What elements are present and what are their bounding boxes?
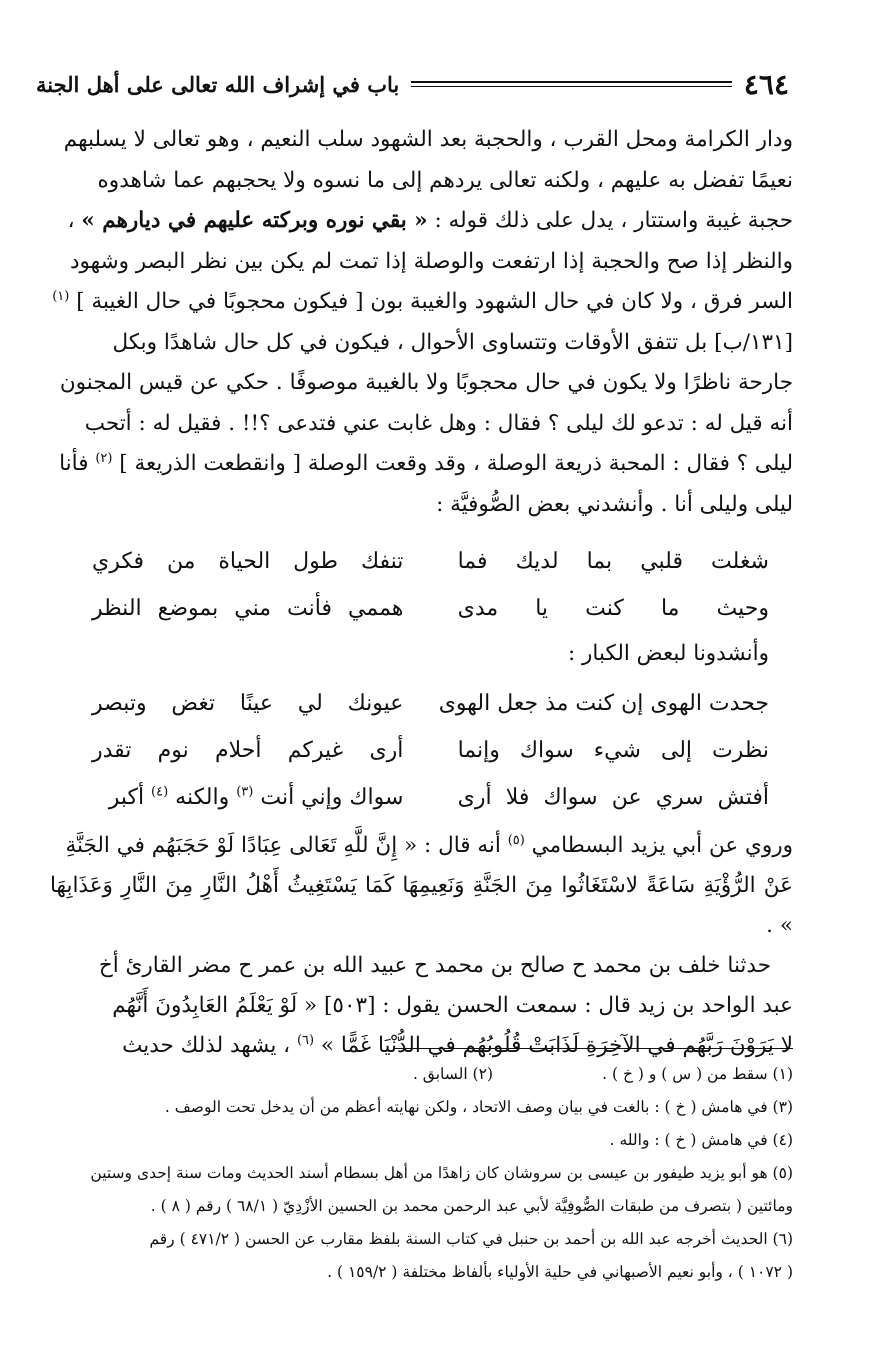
text-line: حدثنا خلف بن محمد ح صالح بن محمد ح عبيد الله بن عمر ح مضر القارئ أخ [98,953,771,978]
hemistich-second: أرى غيركم أحلام نوم تقدر [92,738,404,763]
footnote: (١) سقط من ( س ) و ( خ ) . [602,1065,793,1083]
footnote-ref: (٢) [95,450,113,466]
text-line: جارحة ناظرًا ولا يكون في حال محجوبًا ولا بالغيبة موصوفًا . حكي عن قيس المجنون [59,370,793,395]
verse-line [92,585,769,632]
footnote-ref: (٤) [151,784,169,800]
hadith-quote: « بقي نوره وبركته عليهم في ديارهم » [81,208,428,233]
text-line: وروي عن أبي يزيد البسطامي $^{(٥)}$ أنه قال : « إِنَّ للَّهِ تَعَالى عِبَادًا لَوْ حَجَبَهُم في الجَنَّةِ [65,832,793,858]
footnote: (٣) في هامش ( خ ) : بالغت في بيان وصف الاتحاد ، ولكن نهايته أعظم من أن يدخل تحت الوصف . [164,1098,793,1116]
running-title: باب في إشراف الله تعالى على أهل الجنة [36,71,400,97]
footnote-ref: (٦) [296,1032,315,1048]
text-line: نعيمًا تفضل به عليهم ، ولكنه تعالى يردهم إلى ما نسوه ولا يحجبهم عما شاهدوه [97,167,793,193]
verse-line [92,727,769,774]
footnote: (٦) الحديث أخرجه عبد الله بن أحمد بن حنبل في كتاب السنة بلفظ مقارب عن الحسن ( ٤٧١/٢ ) رقم [149,1230,793,1248]
footnote-row [50,1058,793,1091]
page-number: ٤٦٤ [743,67,789,101]
footnote-ref: (٥) [507,832,525,848]
footnote-separator [393,1048,793,1049]
main-text-block-2 [50,826,793,1066]
hemistich-first: وحيث ما كنت يا مدى [457,596,769,621]
footnote: ومائتين ( بتصرف من طبقات الصُّوفِيَّة لأبي عبد الرحمن محمد بن الحسين الأزْدِيّ ( ٦٨/١ ) رقم ( ٨ ) . [150,1197,793,1215]
footnote-ref: (٣) [236,784,254,800]
hemistich-first: جحدت الهوى إن كنت مذ جعل الهوى [438,691,769,716]
text-line: لا يَرَوْنَ رَبَّهُم في الآخِرَةِ لَذَابَتْ قُلُوبُهُم في الدُّنْيَا غَمًّا » $^{(٦)}$ ، يشهد لذلك حديث [122,1032,793,1058]
text-line: عبد الواحد بن زيد قال : سمعت الحسن يقول : [٥٠٣] « لَوْ يَعْلَمُ العَابِدُونَ أَنَّهُم [112,993,793,1018]
header-rule [411,81,732,87]
text-line: والنظر إذا صح والحجبة إذا ارتفعت والوصلة إذا تمت لم يكن بين نظر البصر وشهود [69,248,793,274]
hemistich-second: سواك وإني أنت $^{(٣)}$ والكنه $^{(٤)}$ أكبر [108,784,404,810]
verse-line [92,538,769,585]
text-line: عَنْ الرُّؤْيَةِ سَاعَةً لاسْتَغَاثُوا مِنَ الجَنَّةِ وَنَعِيمِهَا كَمَا يَسْتَغِيثُ أَهْلُ النَّارِ مِنَ النَّارِ وَعَذَابِهَا » . [50,873,793,938]
main-text-block-1 [50,120,793,525]
footnote: (٤) في هامش ( خ ) : والله . [609,1131,793,1149]
verse-line [92,680,769,727]
hemistich-second: عيونك لي عينًا تغض وتبصر [92,691,404,716]
verse-line [92,774,769,821]
poem-2 [92,680,769,821]
hemistich-second: هممي فأنت مني بموضع النظر [92,596,404,621]
text-line: أنه قيل له : تدعو لك ليلى ؟ فقال : وهل غابت عني فتدعى ؟!! . فقيل له : أتحب [84,410,793,436]
text-line: [١٣١/ب] بل تتفق الأوقات وتتساوى الأحوال ، فيكون في كل حال شاهدًا وبكل [112,329,793,355]
running-header [36,66,789,102]
poem-1 [92,538,769,632]
footnotes [50,1058,793,1289]
hemistich-first: نظرت إلى شيء سواك وإنما [457,738,769,763]
hemistich-second: تنفك طول الحياة من فكري [92,549,404,574]
hemistich-first: أفتش سري عن سواك فلا أرى [457,785,769,810]
footnote: (٥) هو أبو يزيد طيفور بن عيسى بن سروشان كان زاهدًا من أهل بسطام أسند الحديث ومات سنة إحدى وستين [90,1164,793,1182]
footnote: (٢) السابق . [412,1065,493,1083]
text-line: حجبة غيبة واستتار ، يدل على ذلك قوله : « بقي نوره وبركته عليهم في ديارهم » ، [67,208,793,233]
footnote: ( ١٠٧٢ ) ، وأبو نعيم الأصبهاني في حلية الأولياء بألفاظ مختلفة ( ١٥٩/٢ ) . [327,1263,793,1281]
text-line: ودار الكرامة ومحل القرب ، والحجبة بعد الشهود سلب النعيم ، وهو تعالى لا يسلبهم [63,127,793,152]
verse-intro: وأنشدونا لبعض الكبار : [567,641,769,666]
hemistich-first: شغلت قلبي بما لديك فما [457,549,769,574]
text-line: ليلى ؟ فقال : المحبة ذريعة الوصلة ، وقد وقعت الوصلة [ وانقطعت الذريعة ] $^{(٢)}$ فأنا [59,450,793,476]
text-line: ليلى وليلى أنا . وأنشدني بعض الصُّوفيَّة : [436,491,793,517]
text-line: السر فرق ، ولا كان في حال الشهود والغيبة بون [ فيكون محجوبًا في حال الغيبة ] $^{(١)}$ [52,288,793,314]
footnote-ref: (١) [52,288,70,304]
